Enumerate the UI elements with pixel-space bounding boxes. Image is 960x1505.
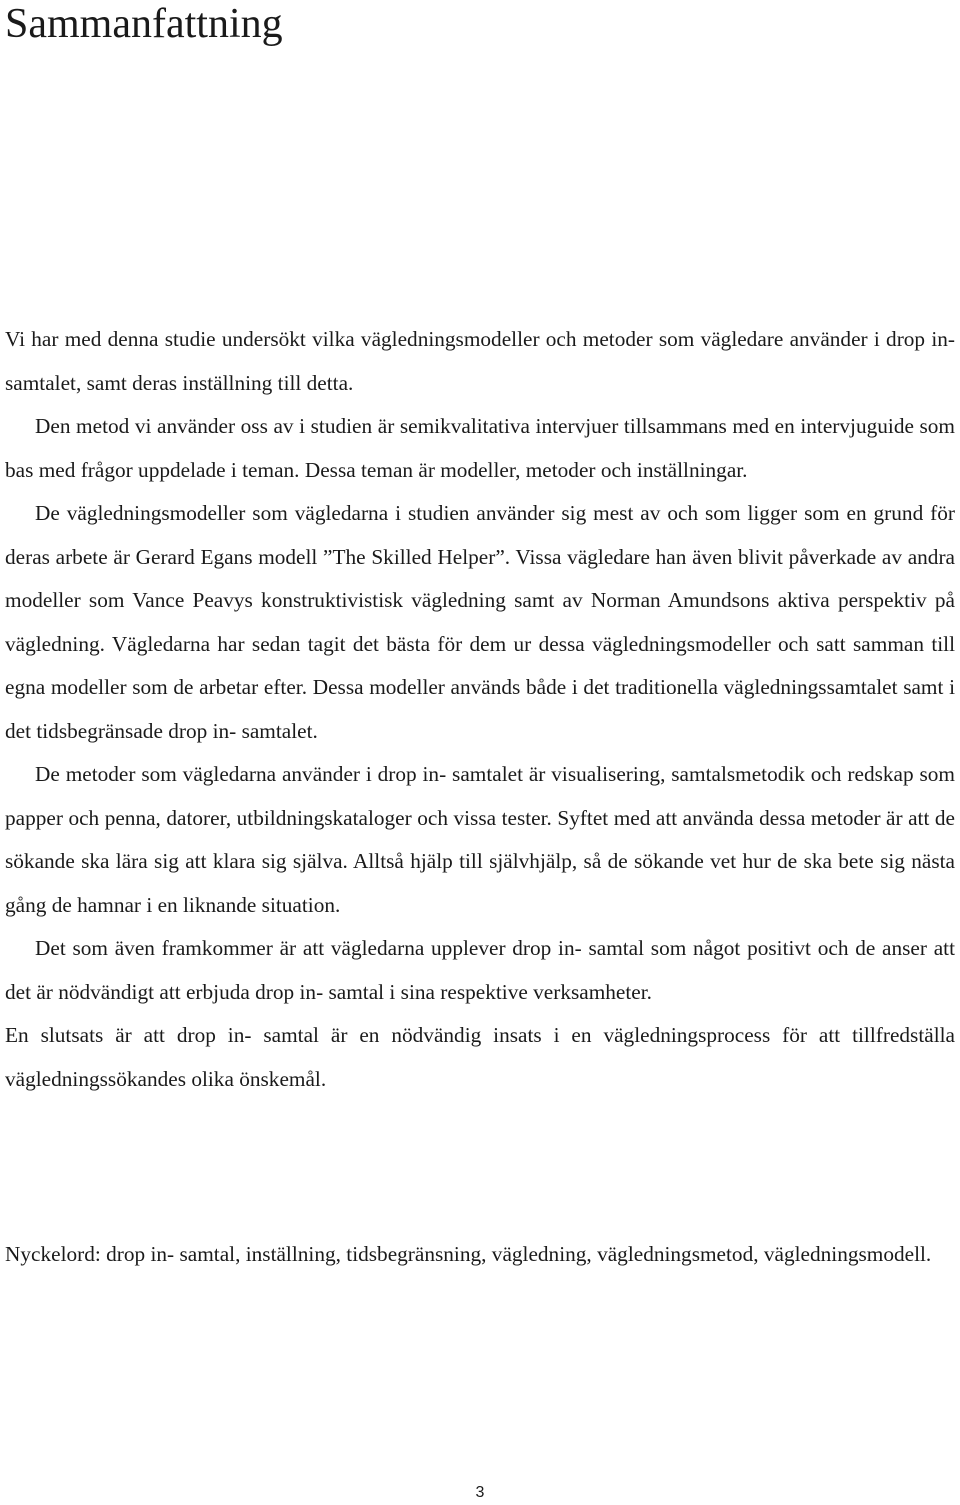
paragraph-attitudes: Det som även framkommer är att vägledarna upplever drop in- samtal som något positivt och de anser att det är nödvändigt att erbjuda drop in- samtal i sina respektive verksamheter. <box>5 936 955 1004</box>
paragraph-conclusion: En slutsats är att drop in- samtal är en nödvändig insats i en vägledningsprocess för att tillfredställa vägledningssökandes olika önskemål. <box>5 1023 955 1091</box>
summary-body <box>5 318 955 1101</box>
paragraph-study-purpose: Vi har med denna studie undersökt vilka vägledningsmodeller och metoder som vägledare använder i drop in- samtalet, samt deras inställning till detta. <box>5 327 955 395</box>
paragraph-models: De vägledningsmodeller som vägledarna i studien använder sig mest av och som ligger som en grund för deras arbete är Gerard Egans modell ”The Skilled Helper”. Vissa vägledare han även blivit påverkade av andra modeller som Vance Peavys konstruktivistisk vägledning samt av Norman Amundsons aktiva perspektiv på vägledning. Vägledarna har sedan tagit det bästa för dem ur dessa vägledningsmodeller och satt samman till egna modeller som de arbetar efter. Dessa modeller används både i det traditionella vägledningssamtalet samt i det tidsbegränsade drop in- samtalet. <box>5 501 955 743</box>
keywords: Nyckelord: drop in- samtal, inställning, tidsbegränsning, vägledning, vägledningsmetod, vägledningsmodell. <box>5 1242 932 1266</box>
page-number: 3 <box>475 1484 485 1501</box>
page-heading: Sammanfattning <box>5 1 283 47</box>
paragraph-method: Den metod vi använder oss av i studien är semikvalitativa intervjuer tillsammans med en intervjuguide som bas med frågor uppdelade i teman. Dessa teman är modeller, metoder och inställningar. <box>5 414 955 482</box>
paragraph-methods: De metoder som vägledarna använder i drop in- samtalet är visualisering, samtalsmetodik och redskap som papper och penna, datorer, utbildningskataloger och vissa tester. Syftet med att använda dessa metoder är att de sökande ska lära sig att klara sig själva. Alltså hjälp till självhjälp, så de sökande vet hur de ska bete sig nästa gång de hamnar i en liknande situation. <box>5 762 955 917</box>
